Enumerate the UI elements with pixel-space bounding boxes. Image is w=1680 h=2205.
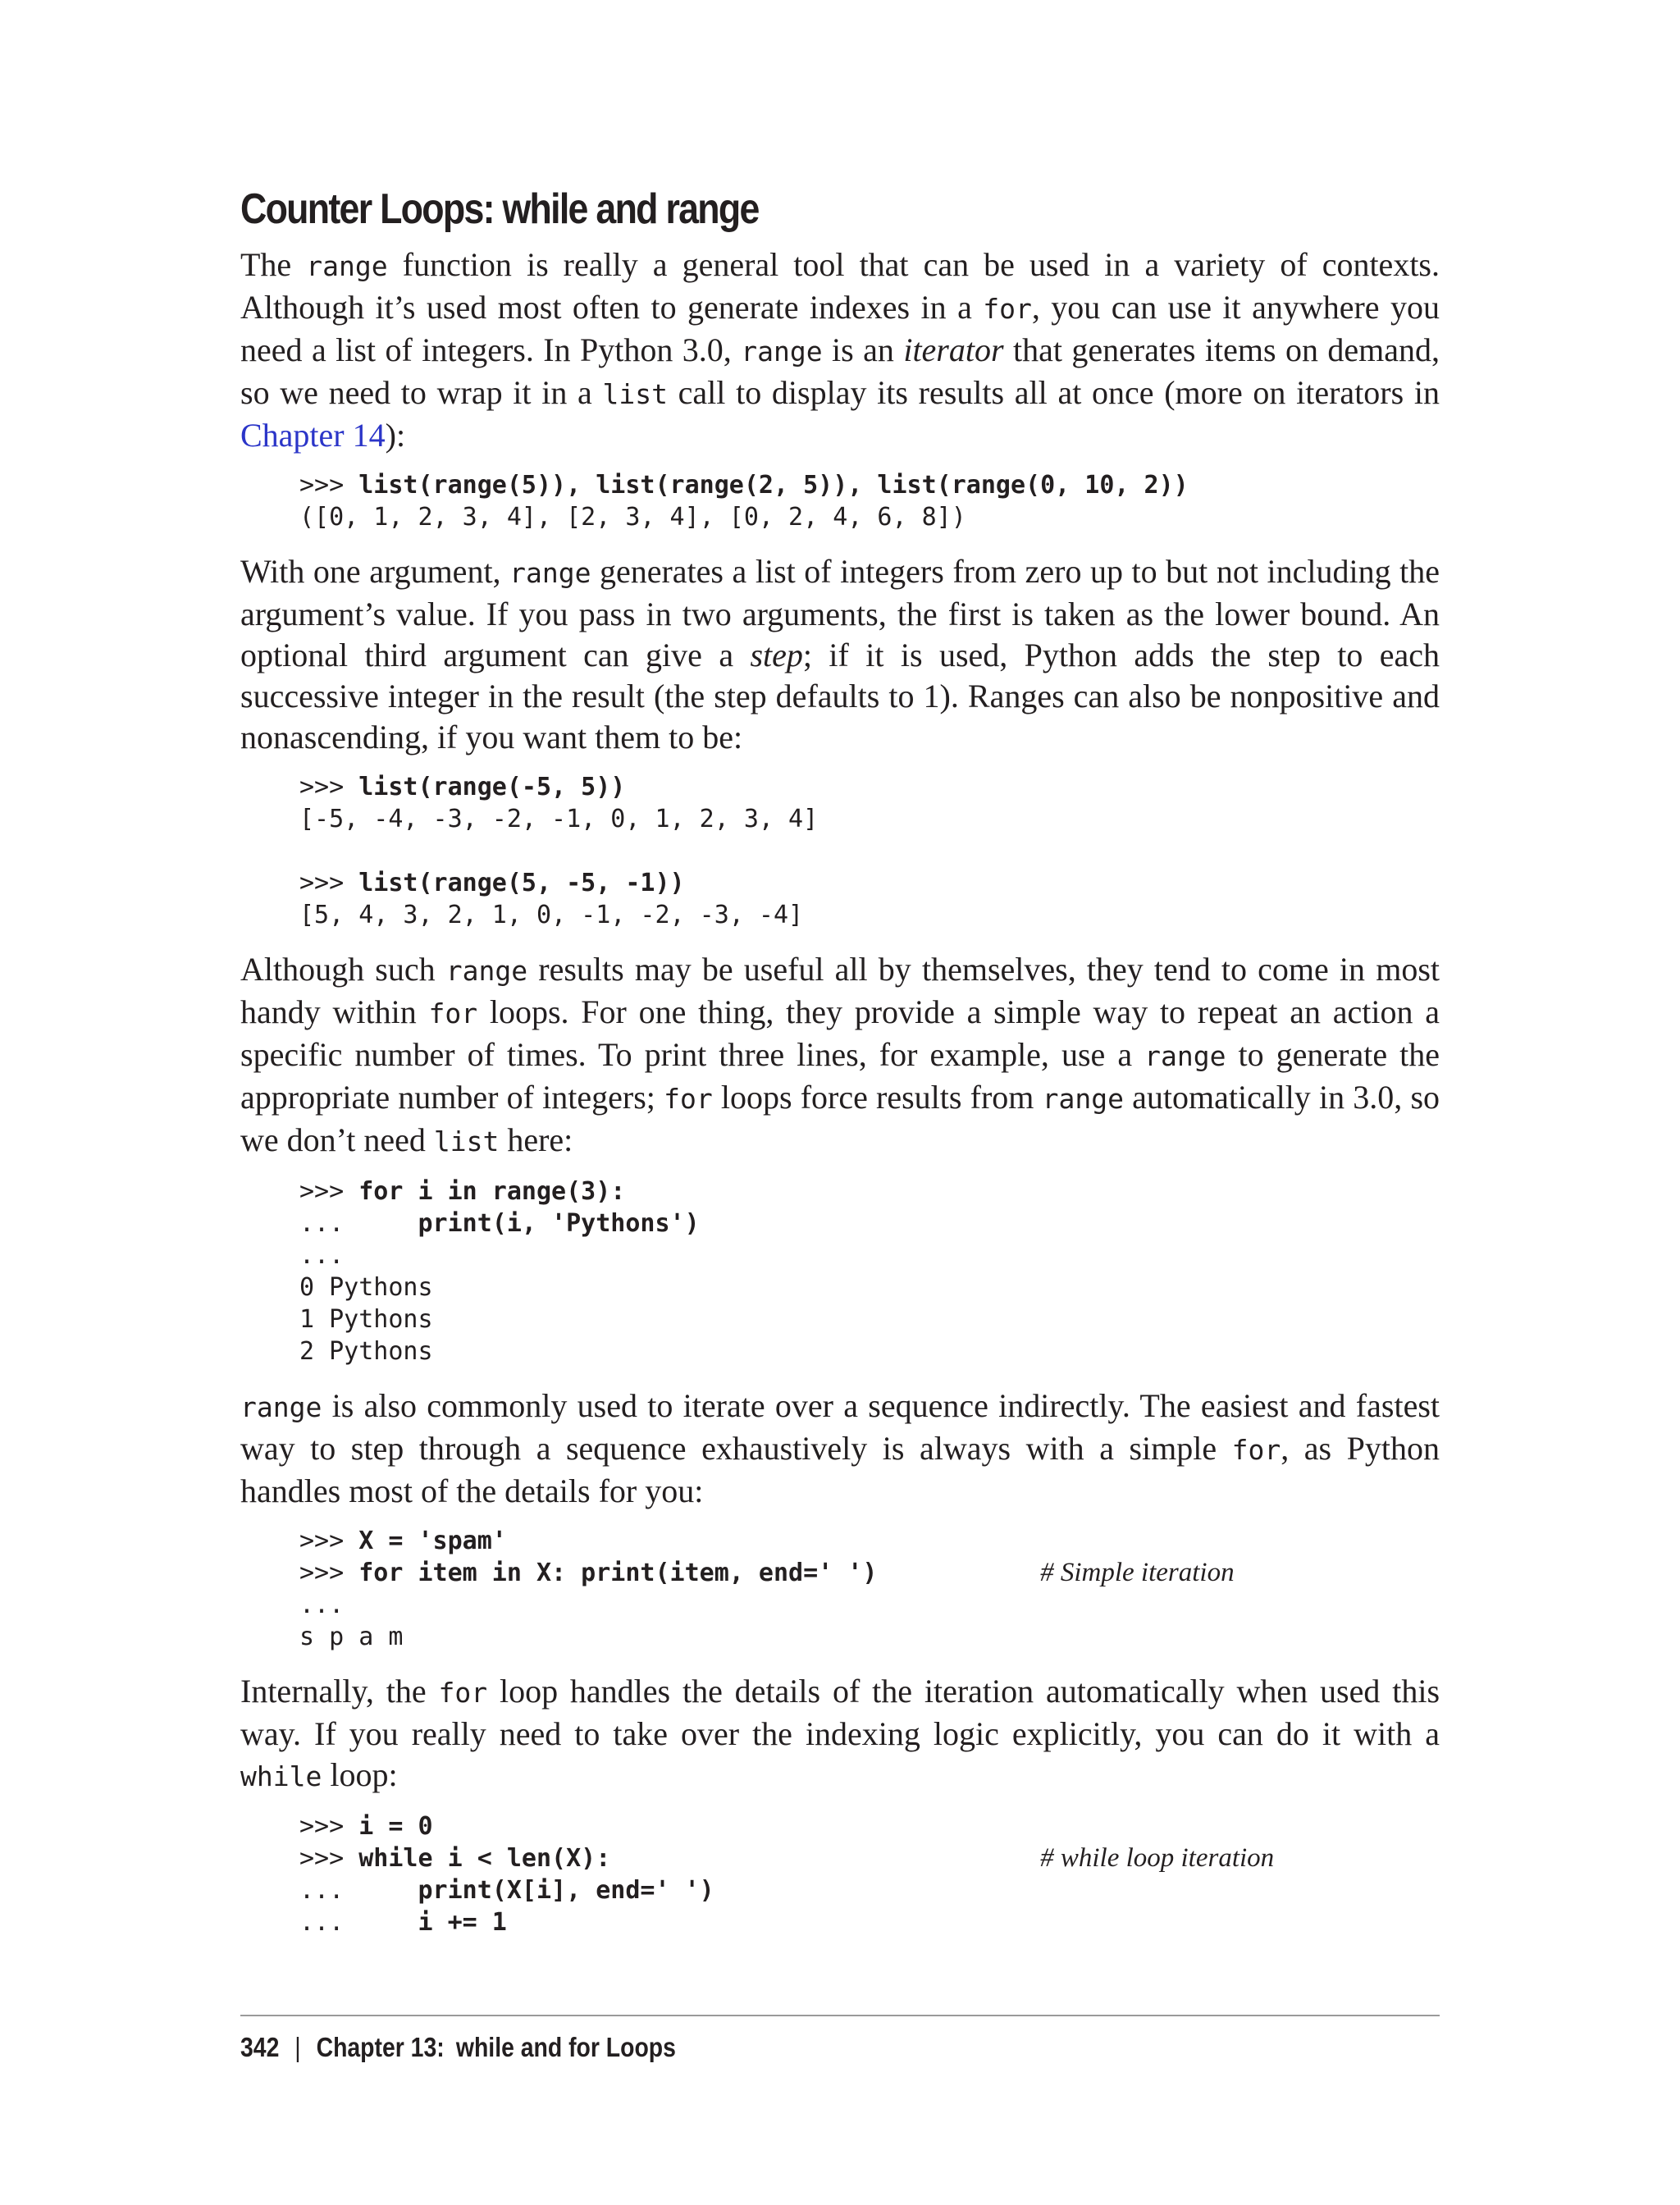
code-comment: # while loop iteration [1040,1843,1275,1873]
text: automatically in 3.0, so we don’t need [240,1079,1440,1158]
code-output: [-5, -4, -3, -2, -1, 0, 1, 2, 3, 4] [299,805,819,833]
paragraph-1 [240,244,1440,456]
code-input: print(X[i], end=' ') [418,1876,714,1905]
text: loops force results from [712,1079,1043,1116]
code-input: X = 'spam' [358,1527,507,1555]
inline-code: range [306,250,388,282]
prompt: >>> [299,1812,359,1841]
code-output: ([0, 1, 2, 3, 4], [2, 3, 4], [0, 2, 4, 6, 8]) [299,503,966,532]
footer-rule [240,2015,1440,2016]
inline-code: while [240,1760,322,1792]
inline-code: range [741,336,823,368]
prompt: ... [299,1209,418,1238]
chapter-title: Chapter 13: while and for Loops [316,2032,676,2062]
text: is also commonly used to iterate over a sequence indirectly. The easiest and fastest way to step through a sequence exhaustively is always with a simple [240,1387,1440,1467]
spacer [877,1559,1040,1587]
text: here: [499,1121,573,1158]
code-output: 0 Pythons [299,1273,433,1302]
inline-code: range [1042,1083,1124,1115]
code-block-1 [240,469,1440,533]
text: The [240,246,307,283]
code-input: list(range(-5, 5)) [358,773,626,801]
inline-code: for [664,1083,713,1115]
text: loop handles the details of the iteration automatically when used this way. If you really need to take over the indexing logic explicitly, you can do it with a [240,1673,1440,1752]
inline-code: list [602,378,668,410]
text: generates a list of integers from zero up to but not including the argument’s value. If you pass in two arguments, the first is taken as the lower bound. An optional third argument can give a [240,553,1440,673]
paragraph-3 [240,949,1440,1162]
inline-code: for [1231,1434,1281,1466]
code-block-2 [240,771,1440,931]
prompt: >>> [299,869,359,897]
code-output: [5, 4, 3, 2, 1, 0, -1, -2, -3, -4] [299,901,804,929]
inline-code: for [438,1677,488,1709]
section-heading: Counter Loops: while and range [240,185,759,233]
chapter-14-link[interactable]: Chapter 14 [240,417,386,454]
code-output: s p a m [299,1623,404,1651]
emphasis: iterator [903,331,1004,368]
text: With one argument, [240,553,510,590]
prompt: >>> [299,1177,359,1206]
code-input: for item in X: print(item, end=' ') [358,1559,878,1587]
prompt: >>> [299,1559,359,1587]
text: Internally, the [240,1673,439,1710]
code-output: 1 Pythons [299,1305,433,1334]
prompt: >>> [299,471,359,500]
text: function is really a general tool that can be used in a variety of contexts. Although it’s used most often to generate indexes in a [240,246,1440,326]
paragraph-2 [240,551,1440,758]
code-output: 2 Pythons [299,1337,433,1366]
page-number: 342 [240,2032,280,2062]
page-footer [240,2025,1271,2070]
code-input: i += 1 [418,1908,507,1937]
code-input: for i in range(3): [358,1177,626,1206]
text: results may be useful all by themselves, they tend to come in most handy within [240,951,1440,1030]
inline-code: for [428,998,478,1029]
code-block-5 [240,1810,1440,1938]
inline-code: range [509,557,591,589]
prompt: ... [299,1908,418,1937]
inline-code: range [445,955,528,987]
emphasis: step [750,637,803,673]
inline-code: list [433,1125,500,1157]
text: Although such [240,951,446,988]
text: ): [385,417,406,454]
paragraph-5 [240,1671,1440,1797]
page-content [240,174,1440,1938]
prompt: >>> [299,1844,359,1873]
code-input: i = 0 [358,1812,433,1841]
code-input: print(i, 'Pythons') [418,1209,700,1238]
text: , as Python handles most of the details for you: [240,1430,1440,1509]
text: is an [822,331,904,368]
prompt: >>> [299,1527,359,1555]
prompt: >>> [299,773,359,801]
code-comment: # Simple iteration [1040,1558,1235,1587]
prompt: ... [299,1591,345,1619]
code-input: while i < len(X): [358,1844,611,1873]
code-block-4 [240,1525,1440,1653]
inline-code: range [240,1391,322,1423]
text: loop: [322,1756,398,1793]
paragraph-4 [240,1386,1440,1512]
inline-code: range [1144,1040,1226,1072]
prompt: ... [299,1876,418,1905]
inline-code: for [983,293,1032,325]
text: , you can use it anywhere you need a list of integers. In Python 3.0, [240,289,1440,368]
code-input: list(range(5)), list(range(2, 5)), list(range(0, 10, 2)) [358,471,1189,500]
text: ; if it is used, Python adds the step to each successive integer in the result (the step defaults to 1). Ranges can also be nonpositive and nonascending, if you want them to be: [240,637,1440,756]
spacer [610,1844,1040,1873]
text: call to display its results all at once (more on iterators in [667,374,1440,411]
code-block-3 [240,1176,1440,1367]
text: to generate the appropriate number of integers; [240,1036,1440,1116]
code-input: list(range(5, -5, -1)) [358,869,685,897]
text: loops. For one thing, they provide a simple way to repeat an action a specific number of times. To print three lines, for example, use a [240,993,1440,1073]
text: that generates items on demand, so we need to wrap it in a [240,331,1440,411]
footer-separator: | [294,2032,301,2062]
prompt: ... [299,1241,345,1270]
